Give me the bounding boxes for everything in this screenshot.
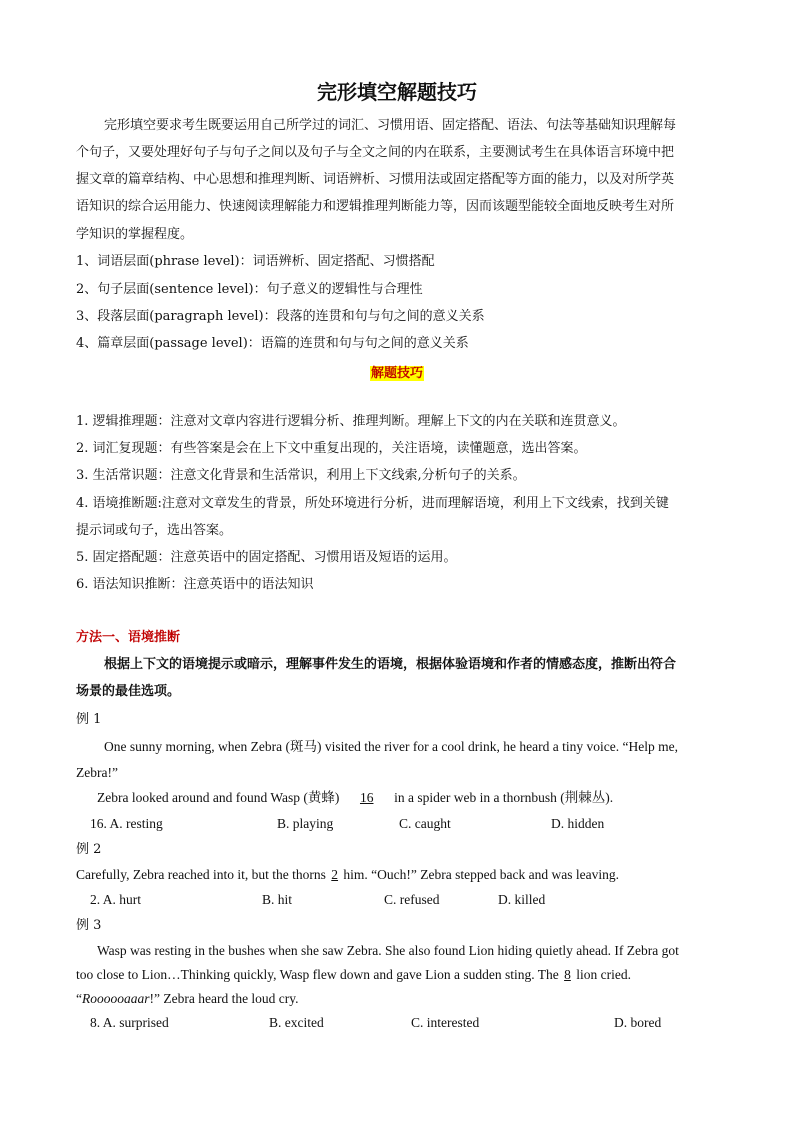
option: C. interested	[411, 1015, 480, 1030]
intro-line: 完形填空要求考生既要运用自己所学过的词汇、习惯用语、固定搭配、语法、句法等基础知识理解每	[104, 118, 677, 133]
intro-line: 个句子，又要处理好句子与句子之间以及句子与全文之间的内在联系，主要测试考生在具体语言环境中把	[76, 145, 675, 160]
option: 8. A. surprised	[90, 1015, 169, 1030]
example-3-text: too close to Lion…Thinking quickly, Wasp flew down and gave Lion a sudden sting. The	[76, 967, 559, 982]
option: D. bored	[614, 1015, 662, 1030]
method-desc-line: 场景的最佳选项。	[76, 684, 181, 699]
option: 16. A. resting	[90, 816, 163, 831]
example-1-sentence	[97, 789, 613, 807]
tips-heading-wrap	[0, 362, 794, 381]
method-heading: 方法一、语境推断	[76, 630, 181, 645]
example-1-label: 例 1	[76, 712, 102, 727]
example-3-text: lion cried.	[576, 967, 631, 982]
level-item: 4、篇章层面(passage level)：语篇的连贯和句与句之间的意义关系	[76, 336, 469, 351]
option: B. hit	[262, 892, 293, 907]
intro-line: 握文章的篇章结构、中心思想和推理判断、词语辨析、习惯用法或固定搭配等方面的能力，以及对所学英	[76, 172, 675, 187]
option: D. hidden	[551, 816, 605, 831]
option: B. excited	[269, 1015, 324, 1030]
intro-line: 语知识的综合运用能力、快速阅读理解能力和逻辑推理判断能力等，因而该题型能较全面地反映考生对所	[76, 199, 675, 214]
method-desc-line: 根据上下文的语境提示或暗示，理解事件发生的语境，根据体验语境和作者的情感态度，推断出符合	[104, 657, 677, 672]
tip-item: 提示词或句子，选出答案。	[76, 523, 233, 538]
example-3-text: !” Zebra heard the loud cry.	[149, 991, 299, 1006]
option: 2. A. hurt	[90, 892, 142, 907]
example-1-text: Zebra!”	[76, 765, 118, 780]
tip-item: 6. 语法知识推断：注意英语中的语法知识	[76, 577, 314, 592]
tips-heading: 解题技巧	[370, 366, 423, 381]
option: C. refused	[384, 892, 440, 907]
page-title: 完形填空解题技巧	[317, 80, 477, 104]
level-item: 2、句子层面(sentence level)：句子意义的逻辑性与合理性	[76, 282, 423, 297]
option: B. playing	[277, 816, 334, 831]
example-2-text: Carefully, Zebra reached into it, but the thorns	[76, 867, 326, 882]
tip-item: 1. 逻辑推理题：注意对文章内容进行逻辑分析、推理判断。理解上下文的内在关联和连贯意义。	[76, 414, 626, 429]
tip-item: 5. 固定搭配题：注意英语中的固定搭配、习惯用语及短语的运用。	[76, 550, 457, 565]
example-2-sentence	[76, 866, 619, 884]
example-3-text: Wasp was resting in the bushes when she saw Zebra. She also found Lion hiding quietly ahead. If Zebra got	[97, 943, 679, 958]
intro-line: 学知识的掌握程度。	[76, 227, 194, 242]
example-2-text: him. “Ouch!” Zebra stepped back and was leaving.	[343, 867, 619, 882]
example-1-text: One sunny morning, when Zebra (斑马) visited the river for a cool drink, he heard a tiny voice. “Help me,	[104, 739, 678, 754]
quote-open: “	[76, 991, 82, 1006]
tip-item: 2. 词汇复现题：有些答案是会在上下文中重复出现的，关注语境，读懂题意，选出答案。	[76, 441, 587, 456]
answer-blank: 8	[564, 967, 571, 982]
example-3-label: 例 3	[76, 918, 102, 933]
level-item: 3、段落层面(paragraph level)：段落的连贯和句与句之间的意义关系	[76, 309, 485, 324]
tip-item: 4. 语境推断题:注意对文章发生的背景，所处环境进行分析，进而理解语境，利用上下文线索，找到关键	[76, 496, 669, 511]
tip-item: 3. 生活常识题：注意文化背景和生活常识，利用上下文线索,分析句子的关系。	[76, 468, 526, 483]
example-2-label: 例 2	[76, 842, 102, 857]
level-item: 1、词语层面(phrase level)：词语辨析、固定搭配、习惯搭配	[76, 254, 435, 269]
option: D. killed	[498, 892, 546, 907]
option: C. caught	[399, 816, 451, 831]
example-3-sentence	[76, 990, 299, 1008]
answer-blank: 16	[359, 790, 374, 805]
example-3-sentence	[76, 966, 631, 984]
example-1-text: Zebra looked around and found Wasp (黄蜂)	[97, 790, 340, 805]
answer-blank: 2	[331, 867, 339, 882]
example-1-text: in a spider web in a thornbush (荆棘丛).	[394, 790, 614, 805]
roar-text: Roooooaaar	[82, 991, 150, 1006]
